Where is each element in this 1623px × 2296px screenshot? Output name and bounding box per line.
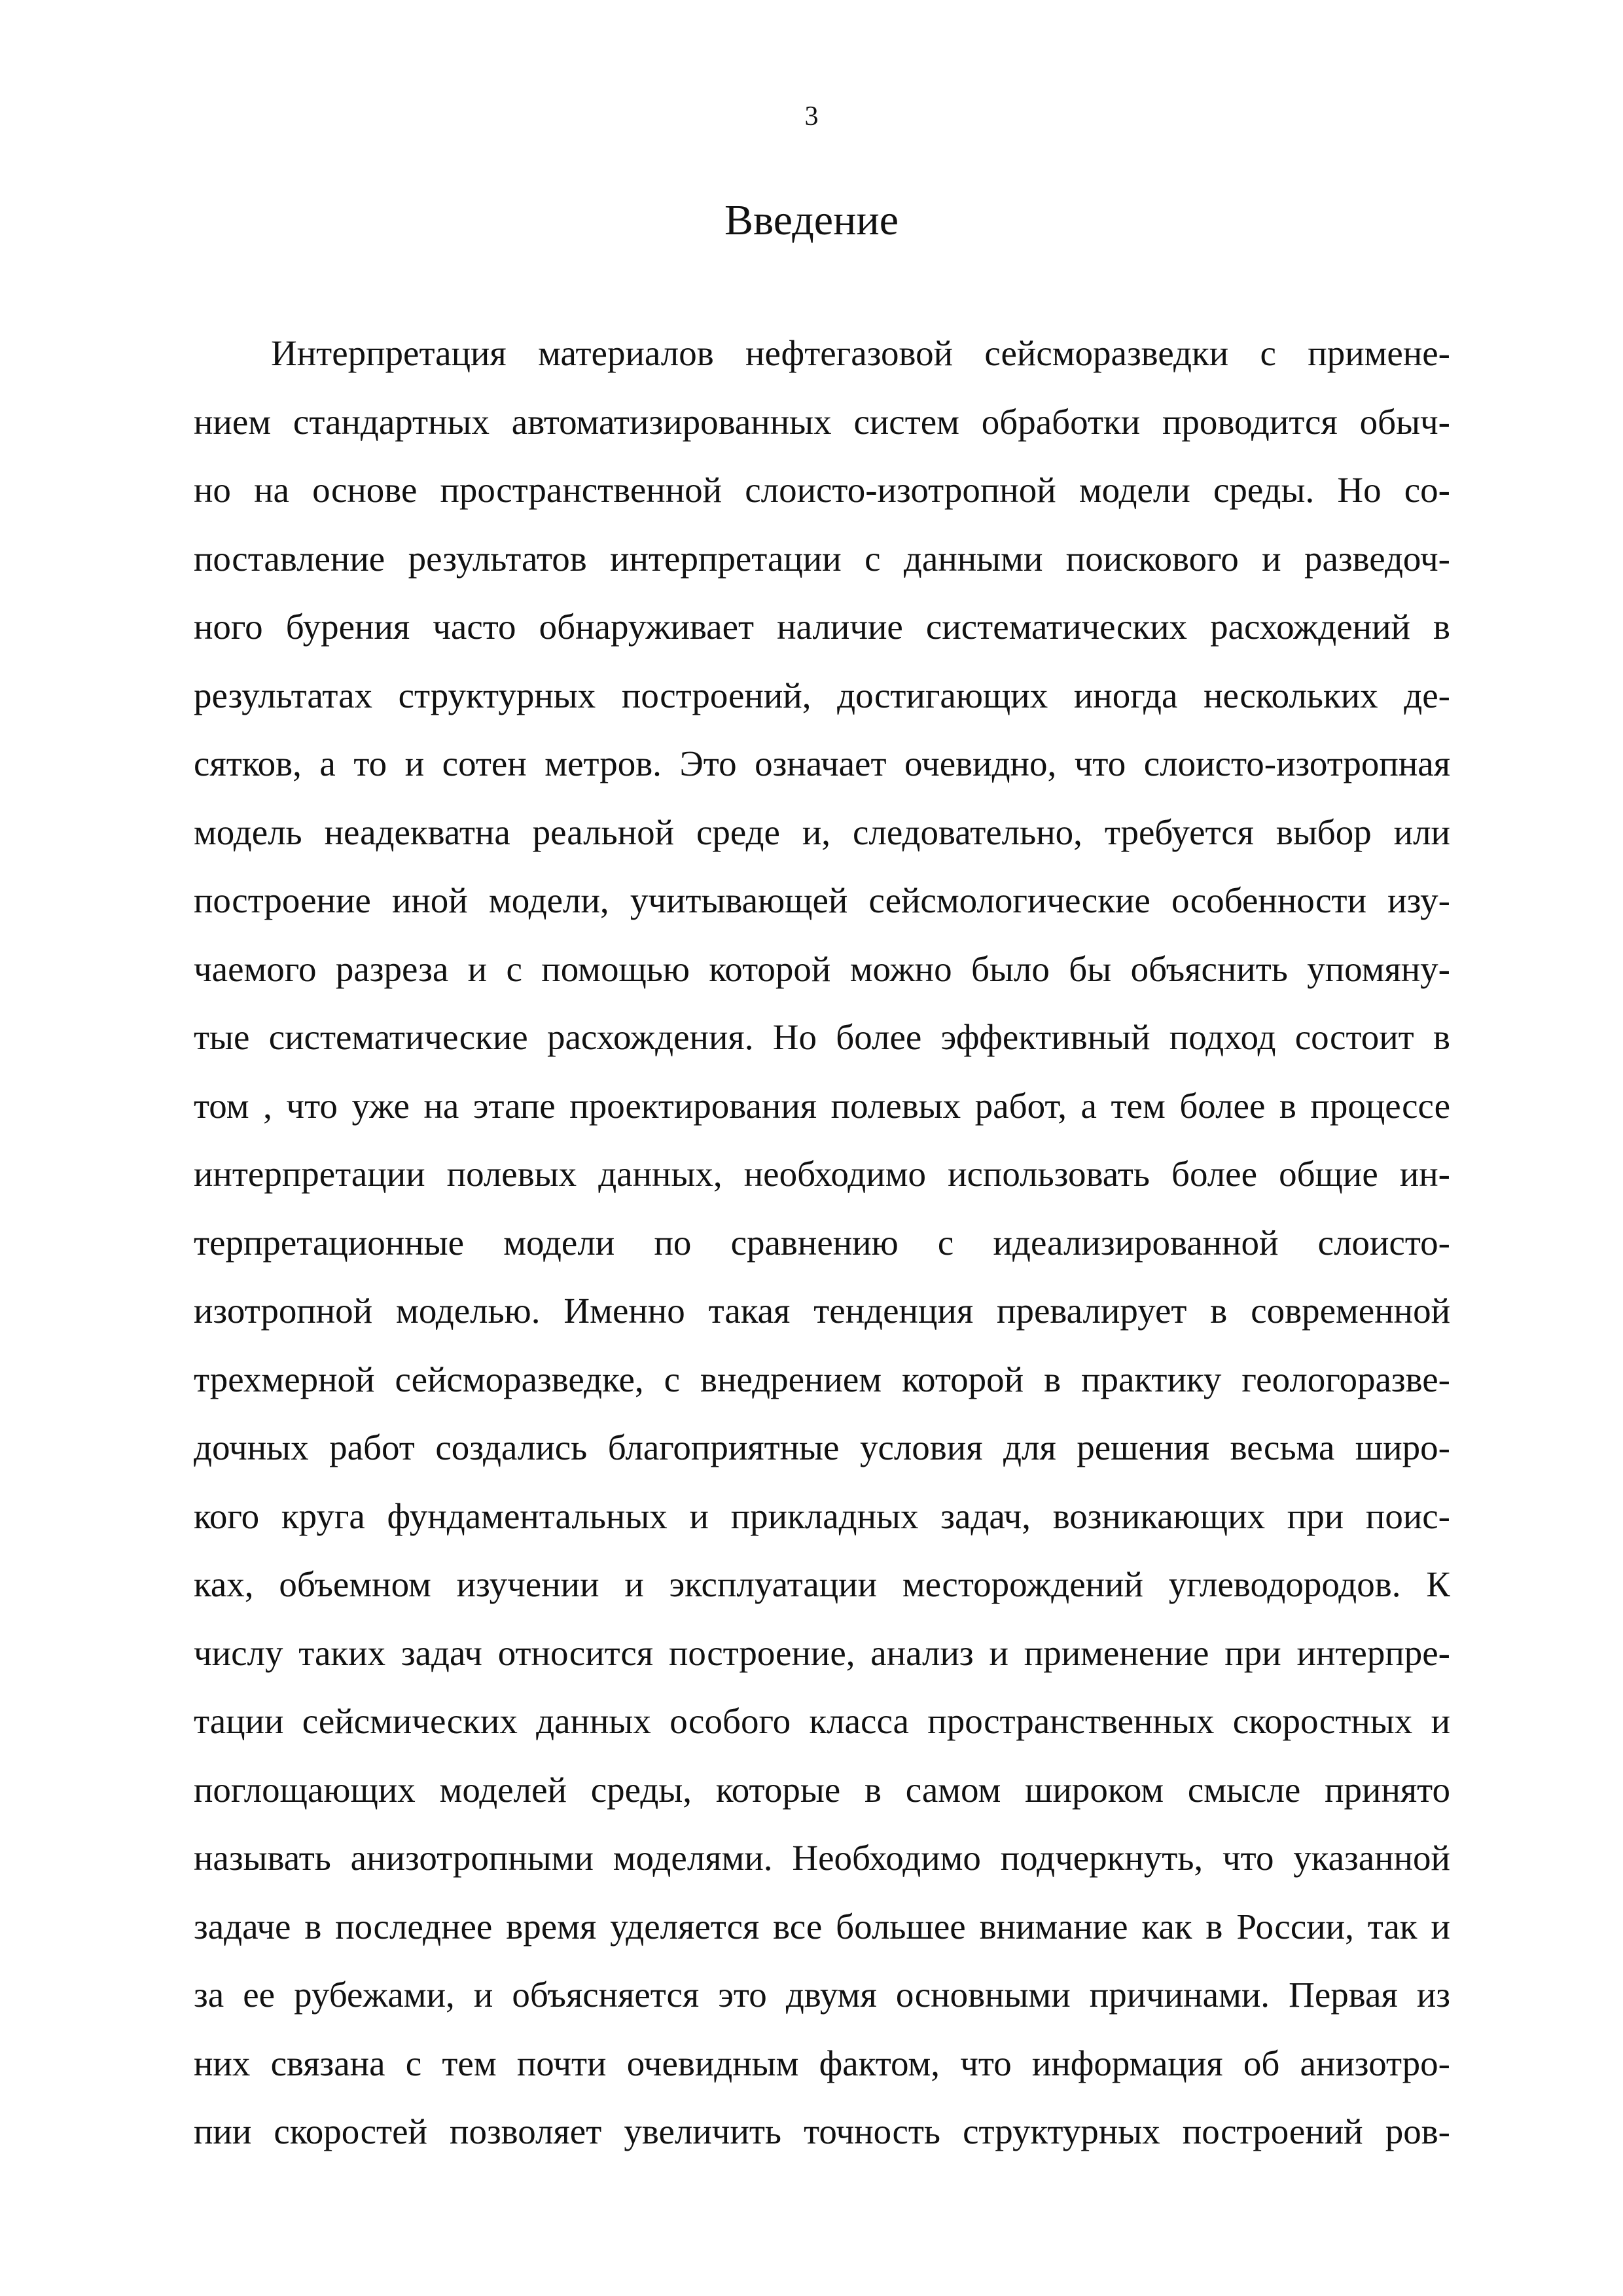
text-line: поглощающих моделей среды, которые в самом широком смысле принято [194,1769,1450,1810]
text-line: Интерпретация материалов нефтегазовой сейсморазведки с примене- [271,333,1450,373]
text-line: нием стандартных автоматизированных систем обработки проводится обыч- [194,401,1450,442]
body-paragraph [194,319,1450,2166]
text-line: них связана с тем почти очевидным фактом, что информация об анизотро- [194,2043,1450,2083]
text-line: называть анизотропными моделями. Необходимо подчеркнуть, что указанной [194,1838,1450,1878]
text-line: чаемого разреза и с помощью которой можно было бы объяснить упомяну- [194,948,1450,989]
text-line: числу таких задач относится построение, анализ и применение при интерпре- [194,1632,1450,1673]
text-line: пии скоростей позволяет увеличить точность структурных построений ров- [194,2111,1450,2151]
text-line: сятков, а то и сотен метров. Это означает очевидно, что слоисто-изотропная [194,744,1450,783]
text-line: трехмерной сейсморазведке, с внедрением которой в практику геологоразве- [194,1359,1450,1399]
text-line: за ее рубежами, и объясняется это двумя основными причинами. Первая из [194,1975,1450,2015]
page-number: 3 [804,101,819,132]
text-line: том , что уже на этапе проектирования полевых работ, а тем более в процессе [194,1085,1450,1126]
text-line: ного бурения часто обнаруживает наличие систематических расхождений в [194,607,1450,647]
text-line: дочных работ создались благоприятные условия для решения весьма широ- [194,1427,1450,1467]
text-line: кого круга фундаментальных и прикладных задач, возникающих при поис- [194,1496,1450,1536]
text-line: тые систематические расхождения. Но более эффективный подход состоит в [194,1017,1450,1057]
text-line: построение иной модели, учитывающей сейсмологические особенности изу- [194,880,1450,920]
section-title: Введение [724,196,899,244]
text-line: задаче в последнее время уделяется все большее внимание как в России, так и [194,1906,1450,1946]
text-line: но на основе пространственной слоисто-изотропной модели среды. Но со- [194,470,1450,510]
text-line: терпретационные модели по сравнению с идеализированной слоисто- [194,1222,1450,1263]
text-line: изотропной моделью. Именно такая тенденция превалирует в современной [194,1291,1450,1331]
text-line: ках, объемном изучении и эксплуатации месторождений углеводородов. К [194,1564,1450,1604]
text-line: интерпретации полевых данных, необходимо использовать более общие ин- [194,1154,1450,1194]
text-line: поставление результатов интерпретации с данными поискового и разведоч- [194,538,1450,579]
text-line: тации сейсмических данных особого класса пространственных скоростных и [194,1701,1450,1741]
text-line: модель неадекватна реальной среде и, следовательно, требуется выбор или [194,812,1450,852]
text-line: результатах структурных построений, достигающих иногда нескольких де- [194,675,1450,715]
